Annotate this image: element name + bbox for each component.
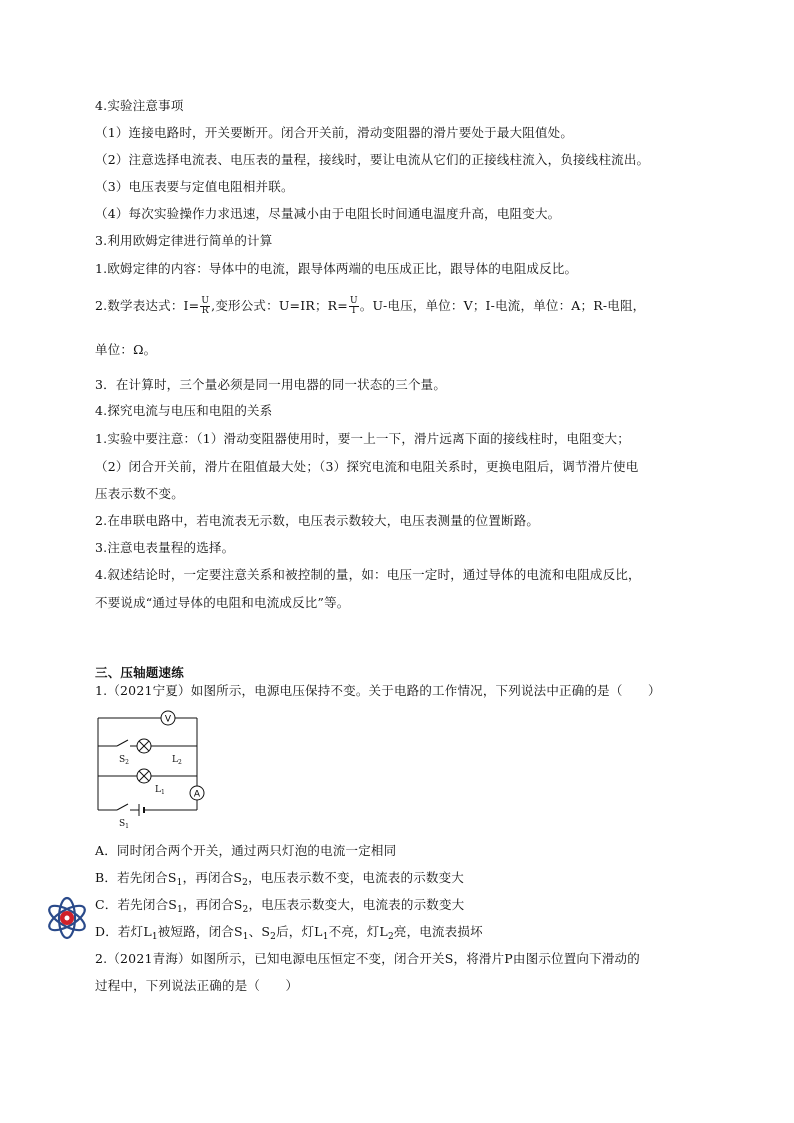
option-d-text-5: 不亮，灯L: [328, 924, 388, 939]
fraction-u-over-r: [200, 297, 210, 316]
explore-title: 4.探究电流与电压和电阻的关系: [95, 403, 273, 418]
option-b-text-1: B．若先闭合S: [95, 870, 177, 885]
option-c-text-2: ，再闭合S: [182, 897, 243, 912]
option-d-text-3: 、S: [248, 924, 271, 939]
lamp-l2-label: [172, 755, 182, 766]
switch-s1-label: [119, 819, 129, 830]
option-d: [95, 924, 483, 945]
voltmeter-icon: [161, 711, 175, 725]
option-d-text-2: 被短路，闭合S: [157, 924, 243, 939]
battery-icon: [139, 804, 144, 816]
option-d-sub-5: 2: [387, 932, 394, 942]
option-a: A．同时闭合两个开关，通过两只灯泡的电流一定相同: [95, 843, 397, 858]
option-d-text-1: D．若灯L: [95, 924, 152, 939]
ohm-formula-b: ,变形公式：U=IR；R=: [211, 298, 348, 313]
ohm-line-4: 3．在计算时，三个量必须是同一用电器的同一状态的三个量。: [95, 377, 447, 392]
ammeter-label: A: [193, 789, 201, 800]
l2-letter: L: [172, 755, 178, 765]
option-c-sub-1: 1: [177, 905, 183, 915]
ohm-formula-c: 。U-电压，单位：V；I-电流，单位：A；R-电阻，: [359, 298, 646, 313]
switch-s2-label: [119, 755, 129, 766]
explore-line-1: 1.实验中要注意：（1）滑动变阻器使用时，要一上一下，滑片远离下面的接线柱时，电阻变大；: [95, 431, 630, 446]
option-b-sub-2: 2: [242, 878, 249, 888]
ohm-formula-line: [95, 297, 645, 316]
explore-line-5: 3.注意电表量程的选择。: [95, 540, 235, 555]
option-b: [95, 870, 464, 891]
s2-subscript: 2: [125, 759, 129, 766]
option-b-text-2: ，再闭合S: [182, 870, 243, 885]
explore-line-6: 4.叙述结论时，一定要注意关系和被控制的量，如：电压一定时，通过导体的电流和电阻成反比，: [95, 567, 641, 582]
option-d-sub-4: 1: [322, 932, 329, 942]
s2-letter: S: [119, 755, 126, 765]
practice-title: 三、压轴题速练: [95, 665, 184, 680]
voltmeter-label: V: [164, 714, 172, 725]
fraction-numerator: U: [201, 296, 210, 306]
option-c-text-3: ，电压表示数变大，电流表的示数变大: [248, 897, 465, 912]
option-b-text-3: ，电压表示数不变，电流表的示数变大: [248, 870, 465, 885]
option-d-sub-2: 1: [242, 932, 249, 942]
question-1-stem: 1.（2021宁夏）如图所示，电源电压保持不变。关于电路的工作情况，下列说法中正确的是（ ）: [95, 683, 661, 698]
l1-letter: L: [155, 785, 161, 795]
option-d-text-4: 后，灯L: [276, 924, 323, 939]
option-d-sub-1: 1: [151, 932, 158, 942]
option-c-text-1: C．若先闭合S: [95, 897, 178, 912]
ohm-formula-a: 2.数学表达式：I=: [95, 298, 200, 313]
fraction-denominator: I: [351, 306, 356, 316]
notes-item-4: （4）每次实验操作力求迅速，尽量减小由于电阻长时间通电温度升高，电阻变大。: [95, 206, 561, 221]
s1-letter: S: [119, 819, 126, 829]
option-c: [95, 897, 464, 918]
question-2-line-2: 过程中，下列说法正确的是（ ）: [95, 978, 299, 993]
atom-logo-icon: [44, 895, 90, 941]
l2-subscript: 2: [177, 759, 182, 766]
lamp-l1-label: [155, 785, 165, 796]
option-d-text-6: 亮，电流表损坏: [393, 924, 483, 939]
ohm-line-3: 单位：Ω。: [95, 342, 157, 357]
ohm-title: 3.利用欧姆定律进行简单的计算: [95, 233, 273, 248]
fraction-u-over-i: [349, 297, 359, 316]
option-d-sub-3: 2: [270, 932, 277, 942]
option-b-sub-1: 1: [176, 878, 183, 888]
ohm-line-1: 1.欧姆定律的内容：导体中的电流，跟导体两端的电压成正比，跟导体的电阻成反比。: [95, 261, 578, 276]
lamp-l1-icon: [137, 769, 151, 783]
circuit-diagram: [95, 708, 215, 830]
option-c-sub-2: 2: [242, 905, 249, 915]
question-2-line-1: 2.（2021青海）如图所示，已知电源电压恒定不变，闭合开关S，将滑片P由图示位置向下滑动的: [95, 951, 640, 966]
explore-line-2: （2）闭合开关前，滑片在阻值最大处；（3）探究电流和电阻关系时，更换电阻后，调节滑片使电: [95, 459, 639, 474]
notes-item-3: （3）电压表要与定值电阻相并联。: [95, 179, 294, 194]
fraction-numerator: U: [349, 296, 358, 306]
notes-item-1: （1）连接电路时，开关要断开。闭合开关前，滑动变阻器的滑片要处于最大阻值处。: [95, 125, 574, 140]
notes-item-2: （2）注意选择电流表、电压表的量程，接线时，要让电流从它们的正接线柱流入，负接线柱流出。: [95, 152, 650, 167]
explore-line-7: 不要说成“通过导体的电阻和电流成反比”等。: [95, 595, 350, 610]
lamp-l2-icon: [137, 739, 151, 753]
l1-subscript: 1: [160, 789, 165, 796]
explore-line-4: 2.在串联电路中，若电流表无示数，电压表示数较大，电压表测量的位置断路。: [95, 513, 540, 528]
ammeter-icon: [190, 786, 204, 800]
notes-title: 4.实验注意事项: [95, 98, 184, 113]
s1-subscript: 1: [125, 823, 129, 830]
explore-line-3: 压表示数不变。: [95, 486, 184, 501]
fraction-denominator: R: [201, 306, 209, 316]
